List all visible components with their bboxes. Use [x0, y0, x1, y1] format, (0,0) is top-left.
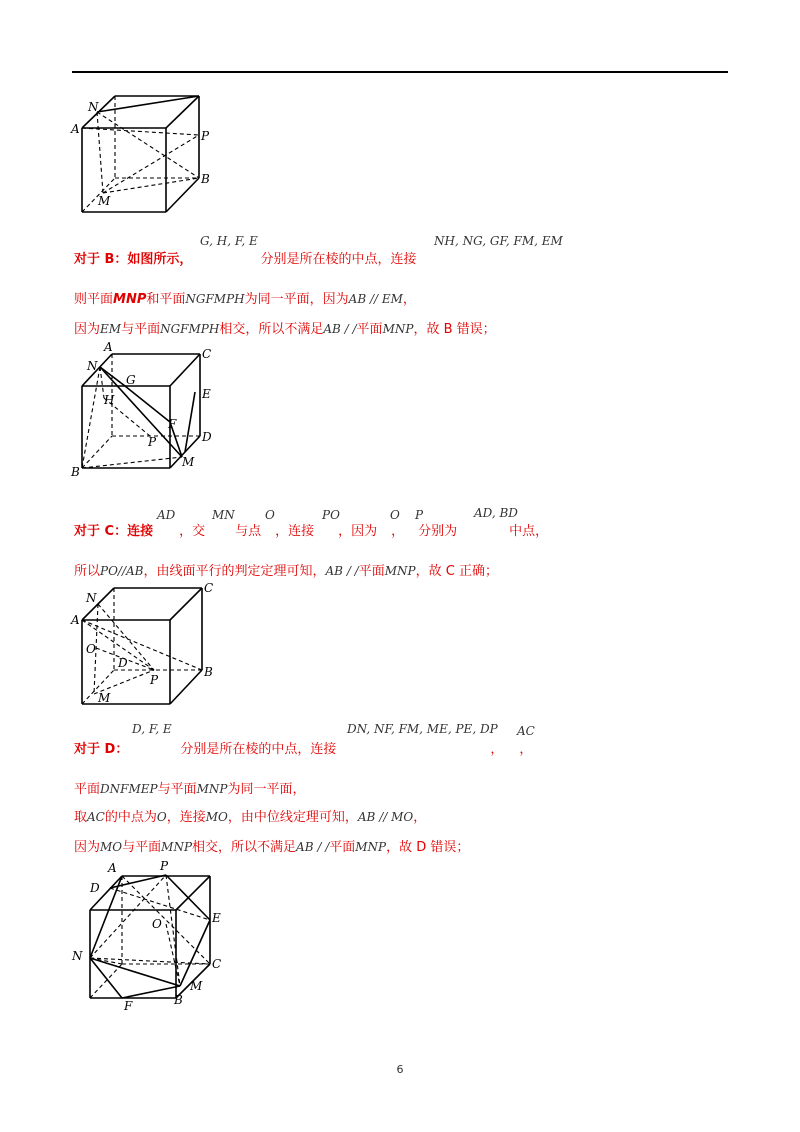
- label-F: F: [168, 417, 177, 431]
- label-B: B: [71, 465, 80, 477]
- label-N: N: [87, 359, 98, 373]
- section-b-line-3: 因为EM与平面NGFMPH相交，所以不满足AB / /平面MNP，故 B 错误；: [74, 322, 496, 337]
- cube-figure-3: [70, 578, 220, 708]
- label-N: N: [72, 949, 83, 963]
- cube-figure-4: [70, 858, 230, 1016]
- label-A: A: [104, 342, 113, 354]
- label-N: N: [88, 100, 99, 114]
- label-D: D: [90, 881, 100, 895]
- section-c-line-1: 对于 C：连接 ，交 与点 ，连接 ，因为 ， 分别为 中点，: [74, 524, 549, 539]
- vars-GHFE: G, H, F, E: [200, 234, 258, 248]
- label-E: E: [202, 387, 211, 401]
- mnp-term: MNP: [113, 292, 147, 307]
- page-number: 6: [396, 1063, 404, 1076]
- label-M: M: [98, 691, 111, 705]
- label-P: P: [150, 673, 159, 687]
- label-A: A: [71, 613, 80, 627]
- label-D: D: [202, 430, 212, 444]
- label-C: C: [212, 957, 222, 971]
- label-O: O: [152, 917, 162, 931]
- label-B: B: [201, 172, 210, 186]
- label-B: B: [174, 993, 183, 1007]
- section-d-line-2: 平面DNFMEP与平面MNP为同一平面，: [74, 782, 306, 797]
- label-F: F: [124, 999, 133, 1013]
- section-b-line-2: 则平面MNP和平面NGFMPH为同一平面，因为AB // EM，: [74, 292, 416, 307]
- section-b-line-1: [74, 248, 416, 267]
- label-O: O: [86, 642, 96, 656]
- label-A: A: [71, 122, 80, 136]
- b-mid: 分别是所在棱的中点，连接: [260, 252, 417, 267]
- label-A: A: [108, 861, 117, 875]
- label-P: P: [160, 859, 169, 873]
- section-d-line-4: 因为MO与平面MNP相交，所以不满足AB / /平面MNP，故 D 错误；: [74, 840, 470, 855]
- cube-figure-1: [70, 90, 220, 215]
- section-d-line-3: 取AC的中点为O，连接MO，由中位线定理可知，AB // MO，: [74, 810, 427, 825]
- header-rule: [72, 71, 728, 73]
- b-prefix: 对于 B：如图所示，: [74, 252, 193, 267]
- label-E: E: [212, 911, 221, 925]
- label-H: H: [104, 393, 115, 407]
- label-P: P: [201, 129, 210, 143]
- label-N: N: [86, 591, 97, 605]
- label-P: P: [148, 435, 157, 449]
- label-C: C: [204, 581, 214, 595]
- cube-figure-2: [70, 342, 220, 477]
- label-G: G: [126, 373, 136, 387]
- label-M: M: [190, 979, 203, 993]
- label-M: M: [98, 194, 111, 208]
- section-c-line-2: 所以PO//AB，由线面平行的判定定理可知，AB / /平面MNP，故 C 正确；: [74, 564, 498, 579]
- label-B: B: [204, 665, 213, 679]
- label-C: C: [202, 347, 212, 361]
- section-d-line-1: 对于 D： 分别是所在棱的中点，连接 ， ，: [74, 742, 533, 757]
- vars-connect-B: NH, NG, GF, FM, EM: [434, 234, 563, 248]
- label-D: D: [118, 656, 128, 670]
- label-M: M: [182, 455, 195, 469]
